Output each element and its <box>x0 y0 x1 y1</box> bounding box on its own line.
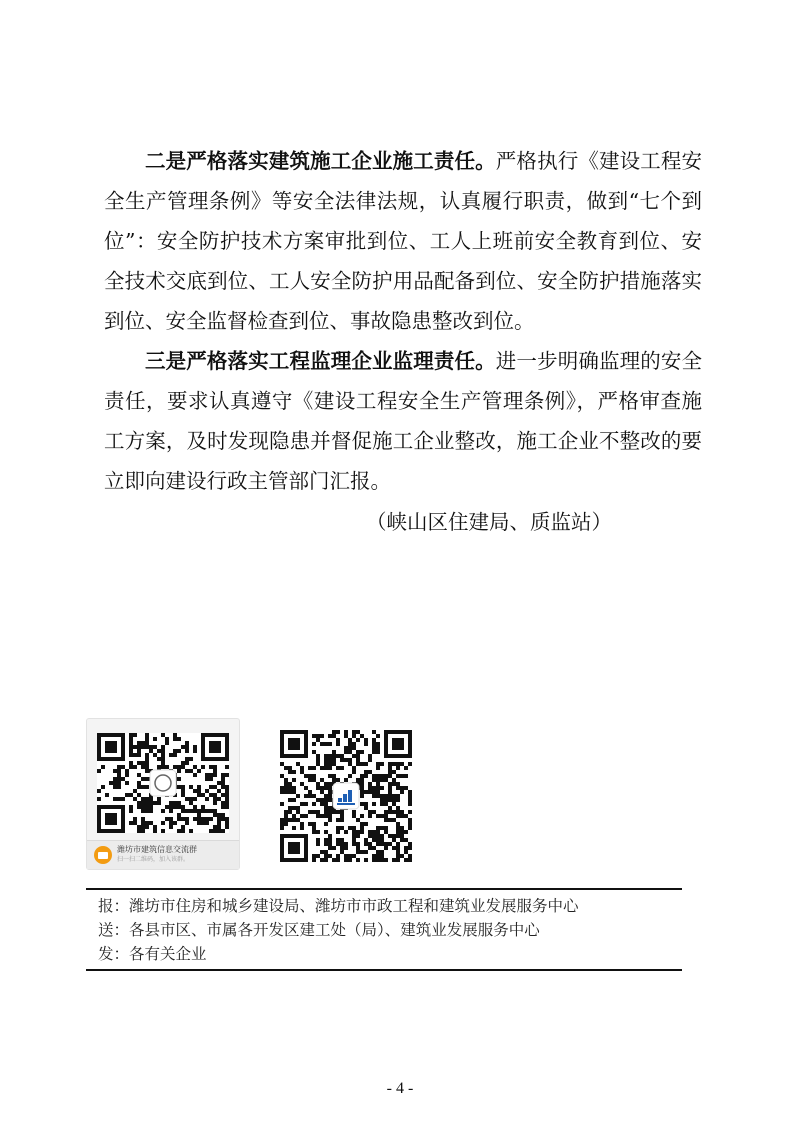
distribution-issue: 发：各有关企业 <box>98 945 207 963</box>
briefcase-icon <box>94 846 112 864</box>
qr-card-footer <box>87 840 239 869</box>
wechat-group-qr-card[interactable] <box>86 718 240 870</box>
divider-top <box>86 888 682 890</box>
paragraph-body: 进一步明确监理的安全责任，要求认真遵守《建设工程安全生产管理条例》，严格审查施工方案，及时发现隐患并督促施工企业整改，施工企业不整改的要立即向建设行政主管部门汇报。 <box>104 349 703 493</box>
signature: （峡山区住建局、质监站） <box>366 510 612 534</box>
qr-code-left[interactable] <box>97 733 229 833</box>
group-name: 潍坊市建筑信息交流群 <box>117 845 197 854</box>
paragraph-body: 严格执行《建设工程安全生产管理条例》等安全法律法规，认真履行职责，做到“七个到位”：安全防护技术方案审批到位、工人上班前安全教育到位、安全技术交底到位、工人安全防护用品配备到位、安全防护措施落实到位、安全监督检查到位、事故隐患整改到位。 <box>104 149 703 333</box>
group-hint: 扫一扫二维码，加入该群。 <box>117 856 190 863</box>
paragraph-lead: 三是严格落实工程监理企业监理责任。 <box>145 349 496 373</box>
paragraph-lead: 二是严格落实建筑施工企业施工责任。 <box>145 149 496 173</box>
paragraph-supervision-responsibility <box>104 341 702 501</box>
qr-code-right[interactable] <box>280 730 412 862</box>
distribution-report: 报：潍坊市住房和城乡建设局、潍坊市市政工程和建筑业发展服务中心 <box>98 897 579 915</box>
distribution-send: 送：各县市区、市属各开发区建工处（局）、建筑业发展服务中心 <box>98 921 540 939</box>
divider-bottom <box>86 969 682 971</box>
page-number: - 4 - <box>386 1080 414 1097</box>
paragraph-construction-responsibility <box>104 141 702 341</box>
distribution-block <box>98 894 579 966</box>
